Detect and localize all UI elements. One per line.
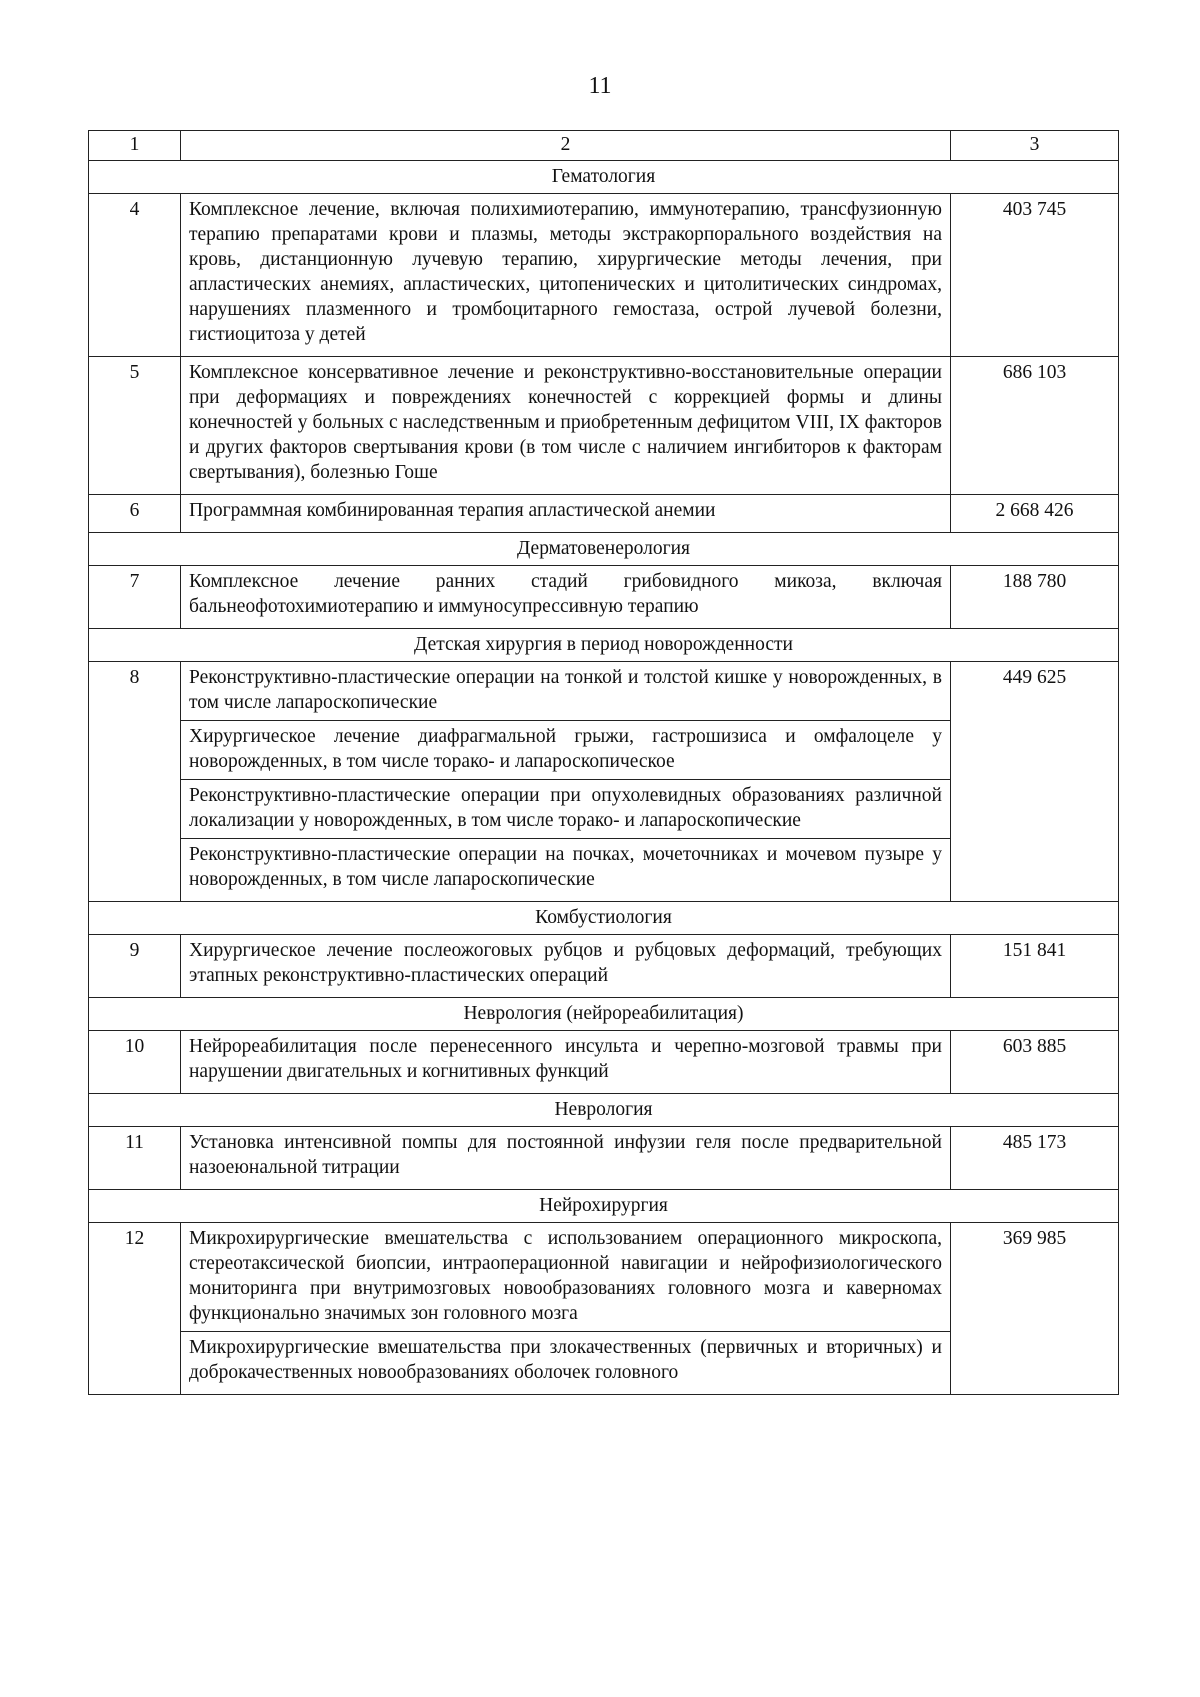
column-header-2: 2	[181, 131, 951, 161]
table-body	[89, 131, 1119, 1395]
section-header-row	[89, 1094, 1119, 1127]
row-number: 8	[89, 662, 181, 902]
treatment-method: Реконструктивно-пластические операции на почках, мочеточниках и мочевом пузыре у новорожденных, в том числе лапароскопические	[181, 838, 950, 897]
section-title: Гематология	[89, 161, 1119, 194]
table-row	[89, 566, 1119, 629]
table-row	[89, 194, 1119, 357]
row-cost: 449 625	[951, 662, 1119, 902]
section-title: Детская хирургия в период новорожденности	[89, 629, 1119, 662]
section-header-row	[89, 902, 1119, 935]
row-cost: 603 885	[951, 1031, 1119, 1094]
section-title: Неврология	[89, 1094, 1119, 1127]
row-cost: 369 985	[951, 1223, 1119, 1395]
row-cost: 188 780	[951, 566, 1119, 629]
row-number: 11	[89, 1127, 181, 1190]
treatment-method: Комплексное лечение, включая полихимиотерапию, иммунотерапию, трансфузионную терапию препаратами крови и плазмы, методы экстракорпорального воздействия на кровь, дистанционную лучевую терапию, хирургические методы лечения, при апластических анемиях, апластических, цитопенических и цитолитических синдромах, нарушениях плазменного и тромбоцитарного гемостаза, острой лучевой болезни, гистиоцитоза у детей	[189, 199, 942, 345]
page-number: 11	[588, 73, 612, 99]
table-row	[89, 662, 1119, 902]
column-header-1: 1	[89, 131, 181, 161]
treatment-method: Программная комбинированная терапия апластической анемии	[189, 500, 716, 521]
row-description	[181, 662, 951, 902]
treatment-method: Комплексное лечение ранних стадий грибовидного микоза, включая бальнеофотохимиотерапию и иммуносупрессивную терапию	[189, 571, 942, 617]
row-number: 5	[89, 357, 181, 495]
section-header-row	[89, 629, 1119, 662]
column-header-row	[89, 131, 1119, 161]
section-title: Нейрохирургия	[89, 1190, 1119, 1223]
section-title: Комбустиология	[89, 902, 1119, 935]
treatment-method: Хирургическое лечение диафрагмальной грыжи, гастрошизиса и омфалоцеле у новорожденных, в том числе торако- и лапароскопическое	[181, 720, 950, 779]
row-description	[181, 1223, 951, 1395]
table-row	[89, 1031, 1119, 1094]
row-number: 4	[89, 194, 181, 357]
row-cost: 151 841	[951, 935, 1119, 998]
row-description	[181, 1031, 951, 1094]
row-description	[181, 566, 951, 629]
section-header-row	[89, 161, 1119, 194]
treatment-method: Комплексное консервативное лечение и реконструктивно-восстановительные операции при деформациях и повреждениях конечностей с коррекцией формы и длины конечностей у больных с наследственным и приобретенным дефицитом VIII, IX факторов и других факторов свертывания крови (в том числе с наличием ингибиторов к факторам свертывания), болезнью Гоше	[189, 362, 942, 483]
row-description	[181, 194, 951, 357]
treatment-method: Реконструктивно-пластические операции при опухолевидных образованиях различной локализации у новорожденных, в том числе торако- и лапароскопические	[181, 779, 950, 838]
row-number: 10	[89, 1031, 181, 1094]
row-cost: 686 103	[951, 357, 1119, 495]
row-number: 7	[89, 566, 181, 629]
row-number: 6	[89, 495, 181, 533]
row-number: 9	[89, 935, 181, 998]
row-number: 12	[89, 1223, 181, 1395]
row-description	[181, 935, 951, 998]
treatment-method: Реконструктивно-пластические операции на тонкой и толстой кишке у новорожденных, в том числе лапароскопические	[189, 667, 942, 713]
section-header-row	[89, 998, 1119, 1031]
row-cost: 485 173	[951, 1127, 1119, 1190]
table-row	[89, 357, 1119, 495]
row-description	[181, 357, 951, 495]
treatment-method: Микрохирургические вмешательства с использованием операционного микроскопа, стереотаксической биопсии, интраоперационной навигации и нейрофизиологического мониторинга при внутримозговых новообразованиях головного мозга и каверномах функционально значимых зон головного мозга	[189, 1228, 942, 1324]
section-header-row	[89, 533, 1119, 566]
table-row	[89, 1223, 1119, 1395]
section-header-row	[89, 1190, 1119, 1223]
column-header-3: 3	[951, 131, 1119, 161]
treatment-method: Микрохирургические вмешательства при злокачественных (первичных и вторичных) и доброкачественных новообразованиях оболочек головного	[181, 1331, 950, 1390]
row-cost: 403 745	[951, 194, 1119, 357]
table-row	[89, 935, 1119, 998]
row-description	[181, 1127, 951, 1190]
treatment-method: Установка интенсивной помпы для постоянной инфузии геля после предварительной назоеюнальной титрации	[189, 1132, 942, 1178]
row-cost: 2 668 426	[951, 495, 1119, 533]
treatment-method: Хирургическое лечение послеожоговых рубцов и рубцовых деформаций, требующих этапных реконструктивно-пластических операций	[189, 940, 942, 986]
services-table	[88, 130, 1119, 1395]
row-description	[181, 495, 951, 533]
table-row	[89, 1127, 1119, 1190]
section-title: Дерматовенерология	[89, 533, 1119, 566]
treatment-method: Нейрореабилитация после перенесенного инсульта и черепно-мозговой травмы при нарушении двигательных и когнитивных функций	[189, 1036, 942, 1082]
table-row	[89, 495, 1119, 533]
section-title: Неврология (нейрореабилитация)	[89, 998, 1119, 1031]
